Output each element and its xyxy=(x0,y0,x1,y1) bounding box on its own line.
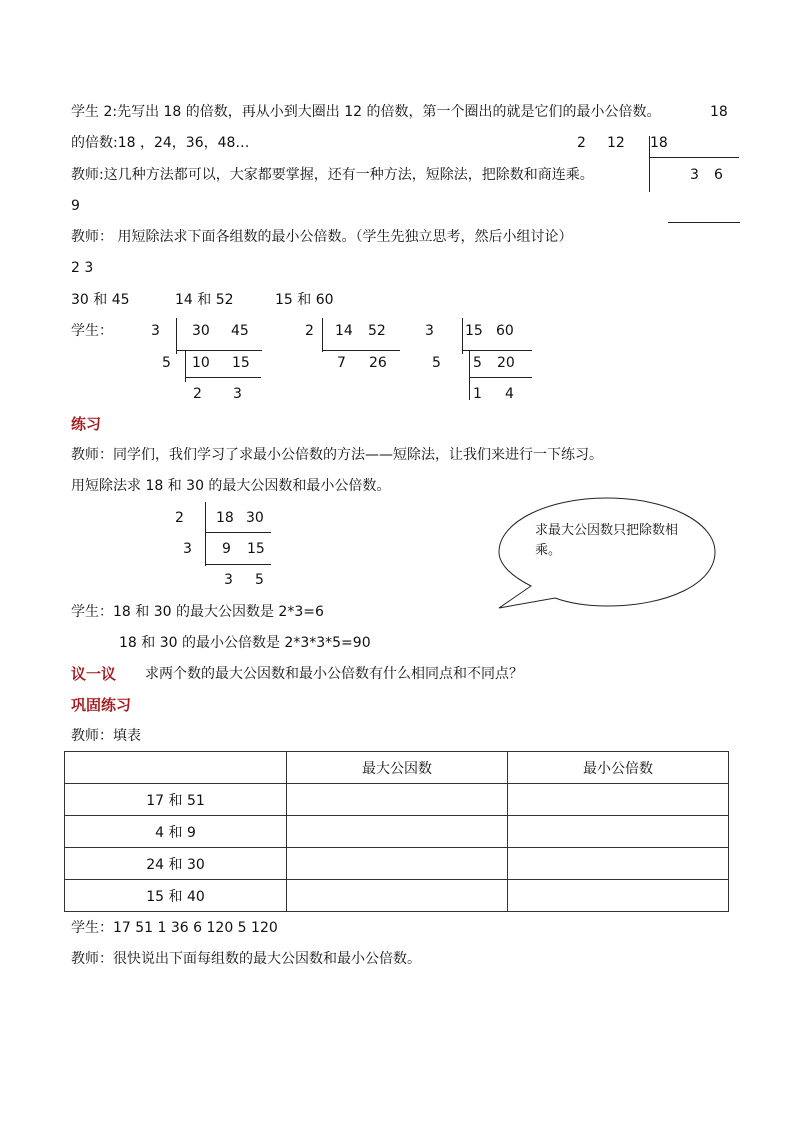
div3045-hline1 xyxy=(176,350,262,351)
div1830-e: 15 xyxy=(247,541,265,557)
div1452-vline xyxy=(322,318,323,352)
div1560-hline2 xyxy=(469,377,532,378)
div-top-divisor: 2 xyxy=(577,135,586,151)
section-title-discuss: 议一议 xyxy=(71,665,117,683)
table-row xyxy=(65,848,729,880)
div1452-c: 7 xyxy=(337,355,346,371)
div1830-g: 5 xyxy=(255,572,264,588)
div1452-d1: 2 xyxy=(305,323,314,339)
div-top-b: 18 xyxy=(650,135,668,151)
div1830-hline1 xyxy=(205,532,271,533)
table-cell-empty[interactable] xyxy=(287,848,508,880)
table-row-label: 17 和 51 xyxy=(65,784,287,816)
text-line-teacher-task: 教师： 用短除法求下面各组数的最小公倍数。（学生先独立思考，然后小组讨论） xyxy=(71,229,573,245)
fill-table xyxy=(64,751,729,912)
div1830-b: 30 xyxy=(246,510,264,526)
text-line-task-18-30: 用短除法求 18 和 30 的最大公因数和最小公倍数。 xyxy=(71,478,391,494)
div1560-e: 20 xyxy=(497,355,515,371)
div3045-d2: 5 xyxy=(162,355,171,371)
div1560-f: 1 xyxy=(473,386,482,402)
section-title-practice: 练习 xyxy=(71,415,102,433)
group-15-60: 15 和 60 xyxy=(275,292,334,308)
div-top-vline xyxy=(649,136,650,192)
text-line-teacher-practice: 教师：同学们，我们学习了求最小公倍数的方法——短除法，让我们来进行一下练习。 xyxy=(71,447,603,463)
table-header-cell: 最小公倍数 xyxy=(508,752,729,784)
table-header-row xyxy=(65,752,729,784)
div1560-vline1 xyxy=(462,318,463,354)
div1560-hline1 xyxy=(462,350,532,351)
table-cell-empty[interactable] xyxy=(508,784,729,816)
table-cell-empty[interactable] xyxy=(287,816,508,848)
div3045-hline2 xyxy=(185,377,261,378)
div1560-a: 15 xyxy=(465,323,483,339)
div3045-d1: 3 xyxy=(151,323,160,339)
div1560-d2: 5 xyxy=(432,355,441,371)
div1560-vline2 xyxy=(469,350,470,400)
div-top-hline xyxy=(649,157,739,158)
text-line-teacher-quick: 教师：很快说出下面每组数的最大公因数和最小公倍数。 xyxy=(71,951,421,967)
div1830-hline2 xyxy=(205,564,271,565)
student-label: 学生： xyxy=(71,323,113,339)
table-cell-empty[interactable] xyxy=(508,816,729,848)
div3045-e: 15 xyxy=(232,355,250,371)
text-line-9: 9 xyxy=(71,198,80,214)
text-line-student2: 学生 2:先写出 18 的倍数，再从小到大圈出 12 的倍数，第一个圈出的就是它们的最小公倍数。 xyxy=(71,104,661,120)
table-row xyxy=(65,816,729,848)
div1830-c: 9 xyxy=(222,541,231,557)
div-top-a: 12 xyxy=(607,135,625,151)
text-line-18-tail: 18 xyxy=(710,104,728,120)
text-line-2-3: 2 3 xyxy=(71,260,94,276)
table-row xyxy=(65,880,729,912)
div3045-vline1 xyxy=(176,318,177,354)
text-line-teacher-methods: 教师:这几种方法都可以，大家都要掌握，还有一种方法，短除法，把除数和商连乘。 xyxy=(71,167,594,183)
div3045-g: 3 xyxy=(233,386,242,402)
table-row xyxy=(65,784,729,816)
section-title-consolidate: 巩固练习 xyxy=(71,696,132,714)
div-top-hline2 xyxy=(668,222,740,223)
table-row-label: 15 和 40 xyxy=(65,880,287,912)
div1452-a: 14 xyxy=(335,323,353,339)
div1452-b: 52 xyxy=(368,323,386,339)
table-cell-empty[interactable] xyxy=(287,880,508,912)
text-line-multiples: 的倍数:18 ，24，36，48… xyxy=(71,135,250,151)
table-cell-empty[interactable] xyxy=(287,784,508,816)
div3045-f: 2 xyxy=(193,386,202,402)
text-line-fill-table: 教师：填表 xyxy=(71,728,141,744)
div3045-c: 10 xyxy=(192,355,210,371)
div1560-c: 5 xyxy=(473,355,482,371)
table-row-label: 24 和 30 xyxy=(65,848,287,880)
div1452-hline xyxy=(322,350,400,351)
table-header-cell xyxy=(65,752,287,784)
table-cell-empty[interactable] xyxy=(508,848,729,880)
table-row-label: 4 和 9 xyxy=(65,816,287,848)
div-top-q2: 6 xyxy=(714,167,723,183)
div-top-q1: 3 xyxy=(690,167,699,183)
div1560-d1: 3 xyxy=(425,323,434,339)
text-line-gcd-answer: 学生：18 和 30 的最大公因数是 2*3=6 xyxy=(71,604,324,620)
speech-bubble-text: 求最大公因数只把除数相乘。 xyxy=(535,523,679,558)
group-30-45: 30 和 45 xyxy=(71,292,130,308)
div1830-f: 3 xyxy=(224,572,233,588)
div1560-b: 60 xyxy=(496,323,514,339)
div3045-b: 45 xyxy=(231,323,249,339)
div1560-g: 4 xyxy=(505,386,514,402)
table-header-cell: 最大公因数 xyxy=(287,752,508,784)
div1452-e: 26 xyxy=(369,355,387,371)
group-14-52: 14 和 52 xyxy=(175,292,234,308)
text-line-lcm-answer: 18 和 30 的最小公倍数是 2*3*3*5=90 xyxy=(119,635,371,651)
text-line-discuss: 求两个数的最大公因数和最小公倍数有什么相同点和不同点？ xyxy=(145,666,523,682)
div1830-d2: 3 xyxy=(183,541,192,557)
div3045-a: 30 xyxy=(192,323,210,339)
table-cell-empty[interactable] xyxy=(508,880,729,912)
div1830-vline xyxy=(205,502,206,566)
div1830-a: 18 xyxy=(216,510,234,526)
text-line-student-answers: 学生：17 51 1 36 6 120 5 120 xyxy=(71,920,278,936)
div1830-d1: 2 xyxy=(175,510,184,526)
